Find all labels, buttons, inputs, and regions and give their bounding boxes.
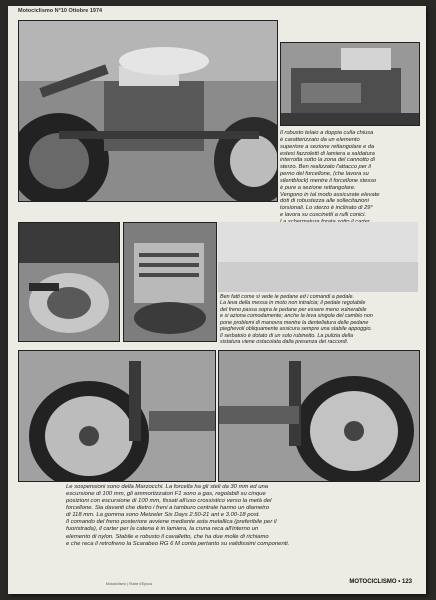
photo-frame-side-image bbox=[281, 43, 419, 125]
footer-credit: Motociclismo | Ruote d'Epoca bbox=[106, 582, 152, 586]
photo-engine-left-image bbox=[19, 223, 119, 341]
photo-rear-wheel-left bbox=[18, 350, 216, 482]
photo-engine-frame bbox=[18, 20, 278, 202]
photo-engine-right bbox=[218, 222, 418, 292]
magazine-page bbox=[8, 6, 426, 594]
photo-rear-wheel-left-image bbox=[19, 351, 215, 481]
paragraph-suspension-description: Le sospensioni sono della Marzocchi. La forcella ha gli steli da 30 mm ed una escursione di 100 mm, gli ammortizzatori F1 sono a gas, regolabili su cinque posizioni con escursione di 100 mm, fissati all'uso crossistico verso la metà del forcellone. Sia davanti che dietro i freni a tamburo centrale hanno un diametro di 118 mm. La gomma sono Metzeler Six Days 2.50-21 ant e 3.00-18 post. Il comando del freno posteriore avviene mediante asta metallica (preferibile per il fuoristrada), il carter per la catena è in lamiera, la cruna reca all'interno un elemento di nylon. Stabile e robusto il cavalletto, che ha due molle di richiamo e che reca il retrofreno la Scarabeo RG 6 M conta pertanto su validissimi componenti. bbox=[66, 484, 290, 547]
photo-engine-cylinder bbox=[123, 222, 217, 342]
photo-rear-wheel-right-image bbox=[219, 351, 419, 481]
photo-frame-side bbox=[280, 42, 420, 126]
photo-engine-left bbox=[18, 222, 120, 342]
photo-engine-cylinder-image bbox=[124, 223, 216, 341]
photo-engine-right-image bbox=[218, 222, 418, 292]
page-header: Motociclismo N°10 Ottobre 1974 bbox=[18, 8, 103, 14]
paragraph-controls-description: Ben fatti come si vede le pedane ed i comandi a pedale. La leva della messa in moto non intralcia; il pedale regolabile del freno passa sopra le pedane per essere meno vulnerabile e si aziona comodamente; anche la leva singola del cambio non pone problemi di manovra mentre la dentellatura delle pedane pieghevoli obliquamente assicura sempre una stabile appoggio. Il serbatoio è dotato di un solo rubinetto. La pulizia della sistatura viene ostacolata dalla presenza dei raccordi. bbox=[220, 294, 373, 346]
paragraph-frame-description: Il robusto telaio a doppia culla chiusa è caratterizzato da un elemento superiore a sezione rettangolare e da estesi fazzoletti di lamiera a saldatura interrotta sotto la zona del cannotto di sterzo. Ben realizzato l'attacco per il perno del forcellone, (che lavora su silentblock) mentre il forcellone stesso è pure a sezione rettangolare. Vengono in tal modo assicurate elevate doti di robustezza alle sollecitazioni torsionali. Lo sterzo è inclinato di 29° e lavora su cuscinetti a rulli conici. bbox=[280, 130, 380, 219]
page-number: MOTOCICLISMO • 123 bbox=[349, 579, 412, 585]
photo-engine-frame-image bbox=[19, 21, 277, 201]
photo-rear-wheel-right bbox=[218, 350, 420, 482]
